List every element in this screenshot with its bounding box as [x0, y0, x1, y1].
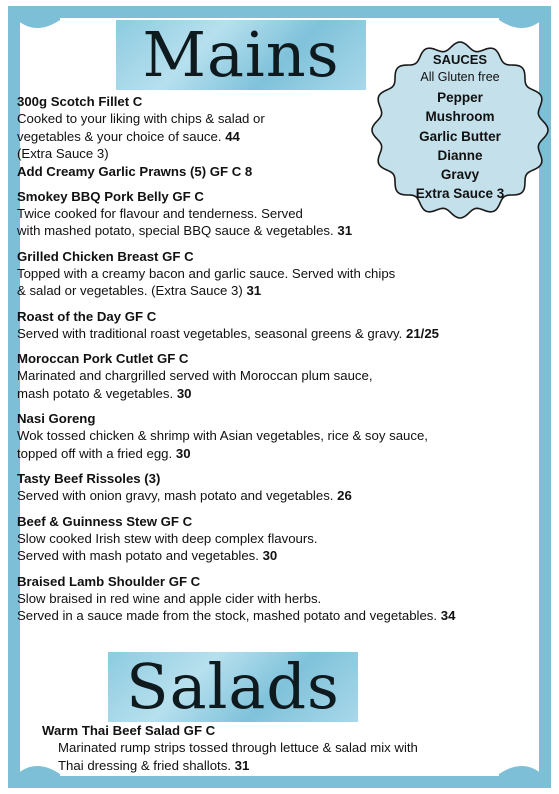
description-text: vegetables & your choice of sauce. — [17, 128, 222, 144]
sauces-subtitle: All Gluten free — [420, 70, 500, 84]
menu-item-description — [17, 607, 547, 625]
menu-item-price: 30 — [176, 385, 192, 401]
menu-item — [17, 163, 547, 180]
description-text: Slow cooked Irish stew with deep complex flavours. — [17, 530, 318, 546]
mains-list — [17, 93, 547, 625]
item-spacer — [17, 462, 547, 470]
menu-item-price: 21/25 — [406, 325, 440, 341]
menu-item-price: 34 — [440, 608, 456, 623]
item-spacer — [17, 240, 547, 248]
menu-item-description — [17, 265, 547, 283]
menu-item-description — [17, 427, 547, 445]
description-text: Served with mash potato and vegetables. — [17, 548, 259, 563]
description-text: Cooked to your liking with chips & salad or — [17, 111, 265, 126]
menu-item-price: 44 — [225, 128, 240, 144]
menu-item — [17, 93, 547, 163]
menu-item-name: Nasi Goreng — [17, 411, 96, 426]
menu-item-description — [17, 385, 547, 403]
description-text: mash potato & vegetables. — [17, 385, 174, 401]
menu-item-description — [17, 145, 547, 163]
menu-item — [17, 573, 547, 625]
description-text: Topped with a creamy bacon and garlic sauce. Served with chips — [17, 265, 396, 281]
menu-item-description — [17, 222, 547, 240]
description-text: topped off with a fried egg. — [17, 445, 173, 461]
menu-item-price: 31 — [337, 223, 353, 238]
menu-item-description — [17, 367, 547, 385]
sauce-item: Garlic Butter — [419, 128, 501, 144]
salads-header — [108, 652, 358, 722]
menu-item-description — [17, 487, 547, 505]
sauces-title: SAUCES — [432, 52, 488, 67]
description-text: Marinated rump strips tossed through lettuce & salad mix with — [58, 740, 418, 755]
description-text: & salad or vegetables. (Extra Sauce 3) — [17, 283, 243, 298]
mains-title: Mains — [142, 18, 340, 91]
description-text: Served with onion gravy, mash potato and vegetables. — [17, 488, 334, 503]
menu-item-description — [17, 547, 547, 565]
menu-item-name: Smokey BBQ Pork Belly GF C — [17, 188, 204, 204]
menu-item — [17, 513, 547, 565]
menu-item-price: 26 — [337, 488, 352, 503]
item-spacer — [17, 342, 547, 350]
menu-item-name: Add Creamy Garlic Prawns (5) GF C 8 — [17, 163, 253, 179]
menu-item-description — [42, 739, 532, 757]
description-text: Thai dressing & fried shallots. — [58, 757, 231, 773]
menu-item-name: Braised Lamb Shoulder GF C — [17, 573, 201, 589]
menu-item-description — [17, 128, 547, 146]
menu-item-price: 30 — [262, 548, 278, 563]
sauce-item: Dianne — [437, 147, 483, 163]
sauce-item: Extra Sauce 3 — [415, 186, 505, 202]
item-spacer — [17, 565, 547, 573]
description-text: Served in a sauce made from the stock, mashed potato and vegetables. — [17, 608, 438, 623]
menu-item-description — [17, 590, 547, 608]
menu-item — [17, 248, 547, 300]
sauce-item: Gravy — [440, 167, 480, 183]
salads-list — [42, 722, 532, 774]
menu-item-name: Moroccan Pork Cutlet GF C — [17, 351, 189, 366]
menu-item — [17, 350, 547, 402]
menu-item-description — [17, 445, 547, 463]
menu-item — [17, 410, 547, 462]
menu-item-price: 31 — [234, 757, 250, 773]
item-spacer — [17, 180, 547, 188]
description-text: Twice cooked for flavour and tenderness. Served — [17, 205, 303, 221]
menu-item-name: Beef & Guinness Stew GF C — [17, 513, 193, 529]
menu-item-name: Roast of the Day GF C — [17, 308, 157, 324]
description-text: Slow braised in red wine and apple cider with herbs. — [17, 590, 322, 606]
item-spacer — [17, 505, 547, 513]
salads-title: Salads — [126, 650, 340, 723]
menu-item-description — [42, 757, 532, 775]
sauce-item: Mushroom — [425, 109, 495, 125]
menu-item-name: Grilled Chicken Breast GF C — [17, 248, 194, 264]
menu-item-description — [17, 205, 547, 223]
sauce-item: Pepper — [437, 90, 483, 105]
menu-item — [17, 188, 547, 240]
item-spacer — [17, 402, 547, 410]
menu-item-description — [17, 110, 547, 128]
menu-item-price: 31 — [246, 283, 262, 298]
menu-item-description — [17, 530, 547, 548]
description-text: (Extra Sauce 3) — [17, 146, 109, 161]
mains-header — [116, 20, 366, 90]
description-text: Served with traditional roast vegetables, seasonal greens & gravy. — [17, 325, 403, 341]
menu-item-name: Warm Thai Beef Salad GF C — [42, 723, 216, 738]
menu-item-description — [17, 282, 547, 300]
menu-item-name: Tasty Beef Rissoles (3) — [17, 471, 161, 486]
menu-item-description — [17, 325, 547, 343]
description-text: with mashed potato, special BBQ sauce & vegetables. — [17, 223, 334, 238]
item-spacer — [17, 300, 547, 308]
menu-item-price: 30 — [175, 445, 191, 461]
menu-item — [17, 308, 547, 343]
menu-item-name: 300g Scotch Fillet C — [17, 94, 143, 109]
description-text: Wok tossed chicken & shrimp with Asian vegetables, rice & soy sauce, — [17, 428, 428, 443]
description-text: Marinated and chargrilled served with Moroccan plum sauce, — [17, 368, 373, 383]
menu-item — [42, 722, 532, 774]
menu-item — [17, 470, 547, 505]
